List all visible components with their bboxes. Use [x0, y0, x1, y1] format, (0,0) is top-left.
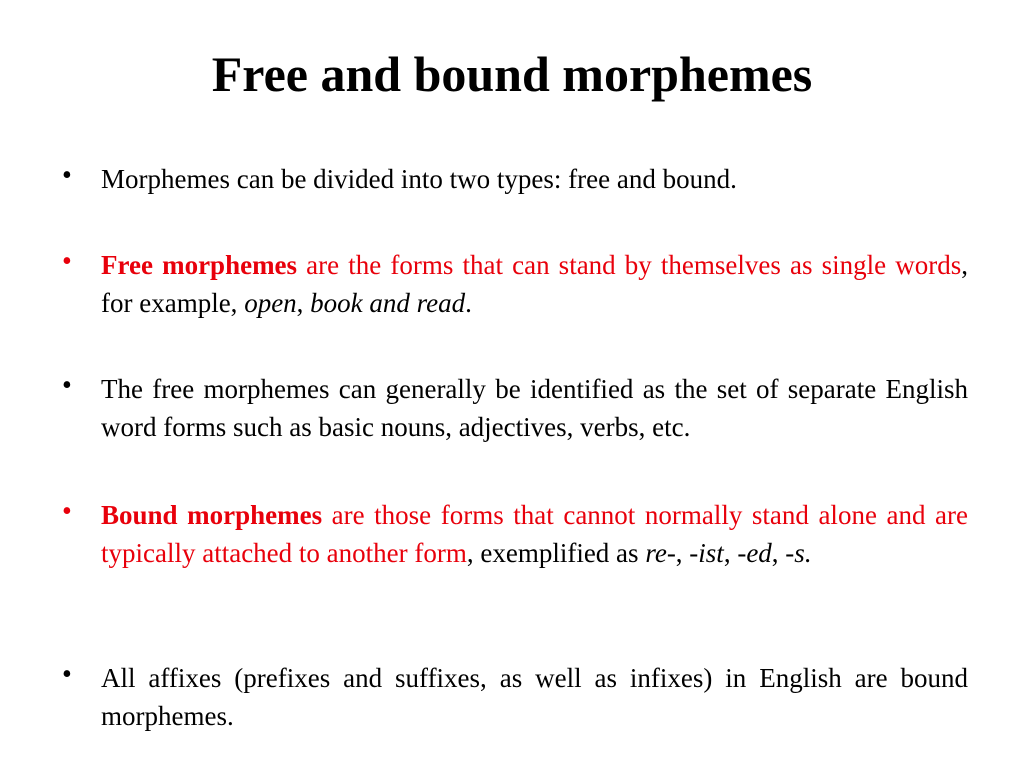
term-free-morphemes: Free morphemes	[101, 250, 298, 280]
separator-text: , -	[723, 538, 747, 568]
bullet-dot-icon: •	[62, 246, 72, 277]
bullet-dot-icon: •	[62, 160, 72, 191]
bullet-text: Morphemes can be divided into two types: free and bound.	[101, 164, 737, 194]
end-text: .	[804, 538, 812, 568]
example-text: re	[645, 538, 667, 568]
separator-text: , -	[771, 538, 795, 568]
bullet-dot-icon: •	[62, 370, 72, 401]
bullet-text: The free morphemes can generally be identified as the set of separate English word forms such as basic nouns, adjectives, verbs, etc.	[101, 374, 968, 442]
example-text: open	[244, 288, 297, 318]
definition-text: are the forms that can stand by themselves as single words	[297, 250, 962, 280]
example-text: s	[794, 538, 805, 568]
term-bound-morphemes: Bound morphemes	[101, 500, 323, 530]
bullet-text	[101, 246, 968, 322]
tail-text: , for example,	[101, 250, 968, 318]
example-text: ed	[746, 538, 772, 568]
bullet-dot-icon: •	[62, 496, 72, 527]
separator-text: -, -	[666, 538, 699, 568]
example-text: book and read	[310, 288, 466, 318]
bullet-dot-icon: •	[62, 659, 72, 690]
example-text: ist	[698, 538, 724, 568]
tail-text: , exemplified as	[466, 538, 646, 568]
separator-text: ,	[296, 288, 311, 318]
definition-text: are those forms that cannot normally stand alone and are typically attached to another form	[101, 500, 968, 568]
end-text: .	[465, 288, 472, 318]
bullet-text	[101, 496, 968, 572]
bullet-text: All affixes (prefixes and suffixes, as well as infixes) in English are bound morphemes.	[101, 663, 968, 731]
slide-title: Free and bound morphemes	[211, 46, 813, 102]
